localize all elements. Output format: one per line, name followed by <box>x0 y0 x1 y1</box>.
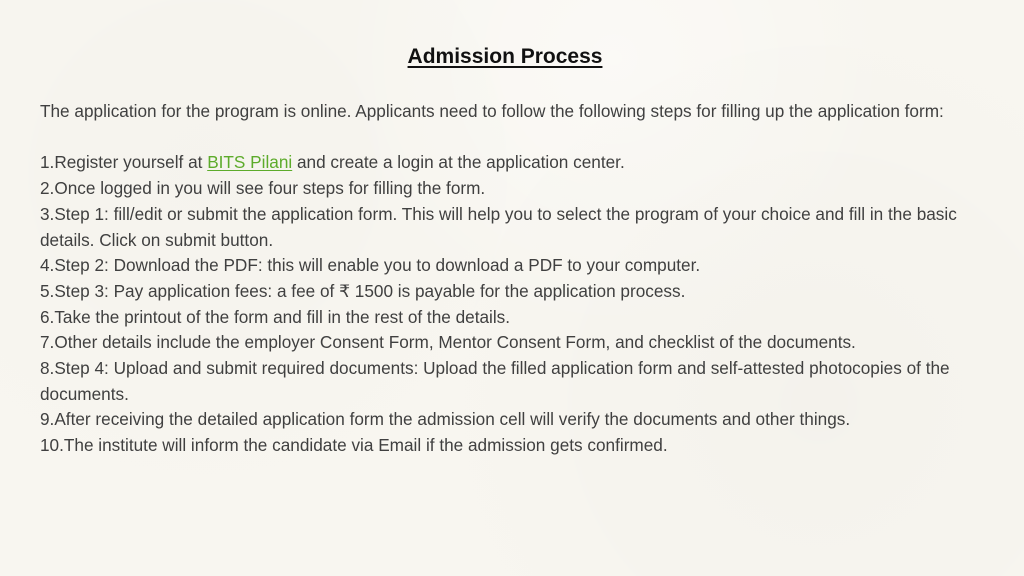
step-item-2: 2.Once logged in you will see four steps for filling the form. <box>40 178 486 199</box>
bits-pilani-link[interactable]: BITS Pilani <box>207 152 293 173</box>
step-1-text-after: and create a login at the application center. <box>292 152 625 173</box>
step-item-4: 4.Step 2: Download the PDF: this will enable you to download a PDF to your computer. <box>40 255 701 276</box>
step-1-text-before: 1.Register yourself at <box>40 152 208 173</box>
step-item-6: 6.Take the printout of the form and fill in the rest of the details. <box>40 306 511 327</box>
step-item-7: 7.Other details include the employer Consent Form, Mentor Consent Form, and checklist of the documents. <box>40 332 856 353</box>
step-item-3: 3.Step 1: fill/edit or submit the application form. This will help you to select the program of your choice and fill in the basic details. Click on submit button. <box>40 203 957 250</box>
page-title: Admission Process <box>407 45 603 68</box>
step-item-1 <box>40 150 980 176</box>
steps-list <box>40 150 980 458</box>
slide-body <box>40 99 980 459</box>
intro-paragraph: The application for the program is online. Applicants need to follow the following steps for filling up the application form: <box>40 101 944 121</box>
step-item-10: 10.The institute will inform the candidate via Email if the admission gets confirmed. <box>40 435 668 456</box>
step-item-8: 8.Step 4: Upload and submit required documents: Upload the filled application form and self-attested photocopies of the documents. <box>40 358 950 404</box>
step-item-9: 9.After receiving the detailed application form the admission cell will verify the documents and other things. <box>40 409 851 430</box>
step-item-5: 5.Step 3: Pay application fees: a fee of ₹ 1500 is payable for the application process. <box>40 280 686 301</box>
